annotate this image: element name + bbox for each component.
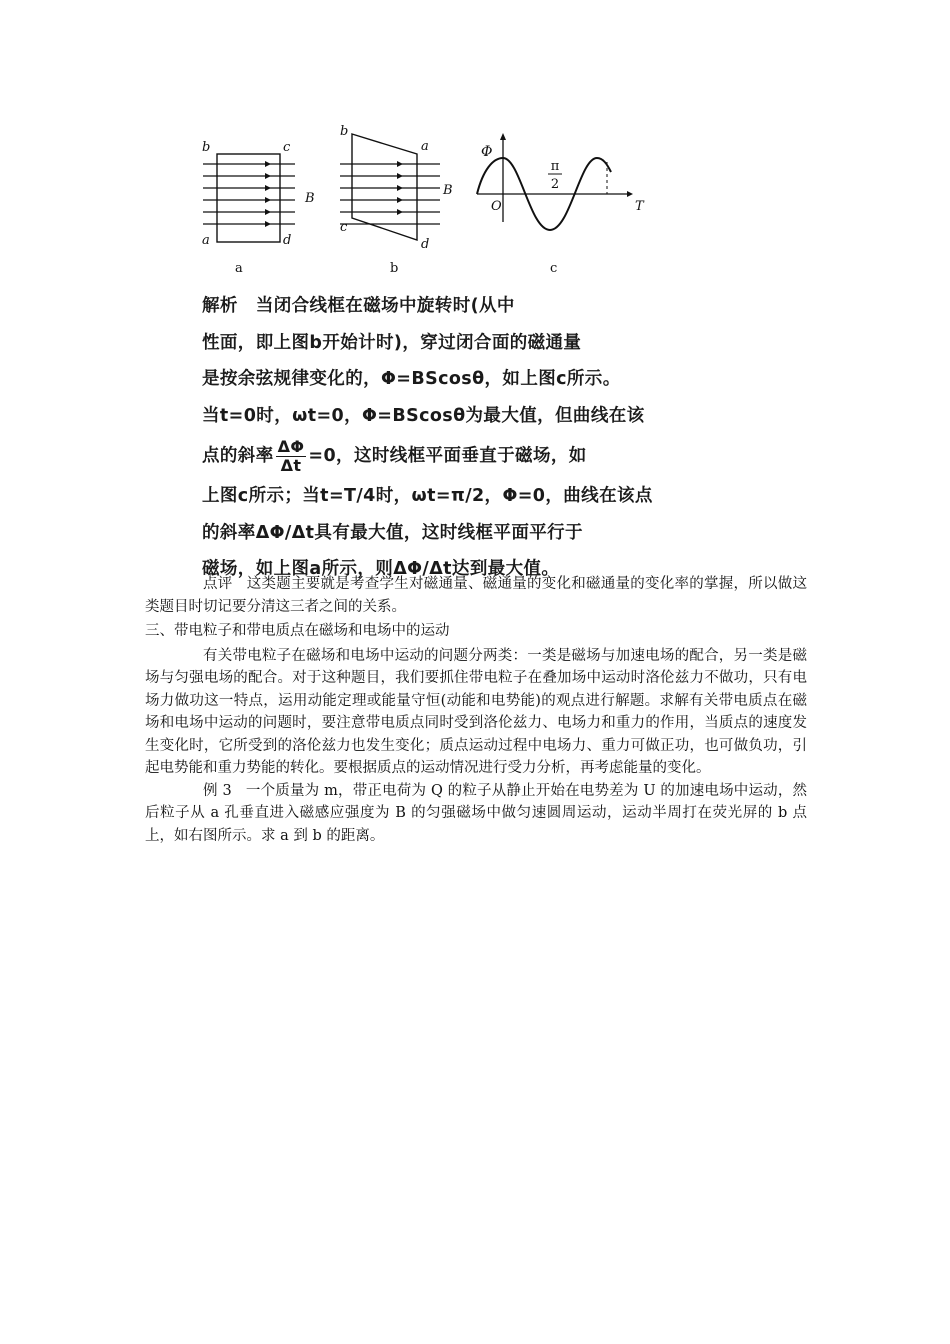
physics-figure	[185, 118, 655, 278]
analysis-line-7: 的斜率ΔΦ/Δt具有最大值，这时线框平面平行于	[202, 522, 583, 543]
tick-pi-label: π	[550, 159, 560, 174]
corner-b-label: b	[202, 140, 211, 155]
caption-b: b	[390, 261, 399, 276]
phi-axis-label: Φ	[481, 144, 493, 160]
origin-label: O	[491, 199, 502, 214]
example-text: 一个质量为 m，带正电荷为 Q 的粒子从静止开始在电势差为 U 的加速电场中运动，然后粒子从 a 孔垂直进入磁感应强度为 B 的匀强磁场中做匀速圆周运动，运动半周打在荧光屏的 b 点上，如右图所示。求 a 到 b 的距离。	[145, 782, 807, 844]
caption-a: a	[235, 261, 243, 276]
corner-a-label: a	[202, 233, 210, 248]
analysis-line-1	[202, 288, 642, 325]
panel-c-graph	[477, 133, 645, 230]
t-axis-label: T	[635, 199, 644, 214]
corner-c-label: c	[283, 140, 291, 155]
analysis-label: 解析	[202, 296, 238, 316]
document-body	[145, 573, 807, 847]
fraction-denominator: Δt	[280, 455, 302, 475]
comment-text: 这类题主要就是考查学生对磁通量、磁通量的变化和磁通量的变化率的掌握，所以做这类题目时切记要分清这三者之间的关系。	[145, 576, 807, 615]
intro-paragraph: 有关带电粒子在磁场和电场中运动的问题分两类：一类是磁场与加速电场的配合，另一类是磁场与匀强电场的配合。对于这种题目，我们要抓住带电粒子在叠加场中运动时洛伦兹力不做功，只有电场力做功这一特点，运用动能定理或能量守恒(动能和电势能)的观点进行解题。求解有关带电质点在磁场和电场中运动的问题时，要注意带电质点同时受到洛伦兹力、电场力和重力的作用，当质点的速度发生变化时，它所受到的洛伦兹力也发生变化；质点运动过程中电场力、重力可做正功，也可做负功，引起电势能和重力势能的转化。要根据质点的运动情况进行受力分析，再考虑能量的变化。	[145, 647, 807, 776]
section-heading: 三、带电粒子和带电质点在磁场和电场中的运动	[145, 623, 450, 639]
corner-a2-label: a	[421, 139, 429, 154]
analysis-text-5a: 点的斜率	[202, 446, 274, 466]
corner-d2-label: d	[421, 237, 430, 252]
fraction-numerator: ΔΦ	[277, 436, 305, 456]
example-label: 例 3	[203, 782, 232, 799]
analysis-line-4: 当t=0时，ωt=0，Φ=BScosθ为最大值，但曲线在该	[202, 405, 645, 426]
analysis-text-5b: =0，这时线框平面垂直于磁场，如	[308, 446, 587, 466]
example-paragraph	[145, 780, 807, 848]
analysis-line-3: 是按余弦规律变化的，Φ=BScosθ，如上图c所示。	[202, 369, 621, 389]
field-b2-label: B	[443, 183, 453, 198]
analysis-line-5	[202, 434, 642, 478]
field-b-label: B	[305, 191, 315, 206]
comment-paragraph	[145, 573, 807, 618]
corner-c2-label: c	[340, 220, 348, 235]
corner-b2-label: b	[340, 124, 349, 139]
analysis-text-1: 当闭合线框在磁场中旋转时(从中	[255, 296, 515, 316]
panel-b-diagram	[340, 124, 453, 252]
analysis-block	[202, 288, 653, 588]
analysis-line-8: 磁场，如上图a所示，则ΔΦ/Δt达到最大值。	[202, 559, 560, 579]
corner-d-label: d	[283, 233, 292, 248]
panel-a-diagram	[202, 140, 315, 248]
analysis-line-2: 性面，即上图b开始计时)，穿过闭合面的磁通量	[202, 332, 582, 353]
slope-fraction	[276, 438, 307, 475]
comment-label: 点评	[203, 576, 233, 592]
caption-c: c	[550, 261, 558, 276]
analysis-line-6: 上图c所示；当t=T/4时，ωt=π/2，Φ=0，曲线在该点	[202, 486, 653, 506]
tick-two-label: 2	[550, 177, 560, 192]
